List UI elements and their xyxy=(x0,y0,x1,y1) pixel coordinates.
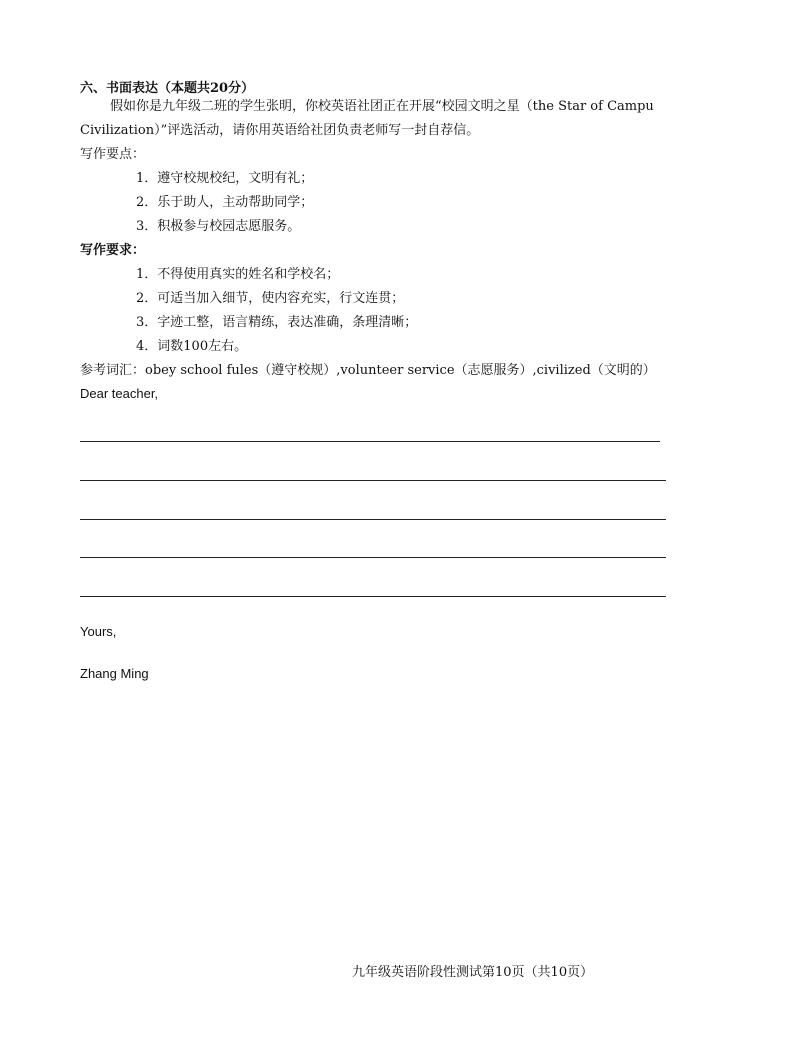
page-footer: 九年级英语阶段性测试第10页（共10页） xyxy=(352,965,594,980)
writing-points-heading: 写作要点： xyxy=(80,147,146,162)
writing-point-2: 2．乐于助人，主动帮助同学； xyxy=(136,195,314,210)
prompt-line-2: Civilization）”评选活动，请你用英语给社团负责老师写一封自荐信。 xyxy=(80,123,480,138)
writing-point-1: 1．遵守校规校纪，文明有礼； xyxy=(136,171,314,186)
writing-point-3: 3．积极参与校园志愿服务。 xyxy=(136,219,301,234)
writing-requirement-3: 3．字迹工整，语言精练，表达准确，条理清晰； xyxy=(136,315,418,330)
writing-requirement-4: 4．词数100左右。 xyxy=(136,339,248,354)
writing-requirement-1: 1．不得使用真实的姓名和学校名； xyxy=(136,267,340,282)
letter-signature: Zhang Ming xyxy=(80,666,149,681)
section-title: 六、书面表达（本题共20分） xyxy=(80,81,255,96)
answer-line-3 xyxy=(80,519,666,520)
letter-greeting: Dear teacher, xyxy=(80,386,159,401)
writing-requirements-heading: 写作要求： xyxy=(80,243,146,258)
letter-closing: Yours, xyxy=(80,624,117,639)
reference-vocabulary: 参考词汇：obey school fules（遵守校规）,volunteer service（志愿服务）,civilized（文明的） xyxy=(80,363,656,378)
answer-line-2 xyxy=(80,480,666,481)
prompt-line-1: 假如你是九年级二班的学生张明，你校英语社团正在开展“校园文明之星（the Star of Campu xyxy=(110,99,654,114)
answer-line-5 xyxy=(80,596,666,597)
answer-line-1 xyxy=(80,441,660,442)
writing-requirement-2: 2．可适当加入细节，使内容充实，行文连贯； xyxy=(136,291,405,306)
answer-line-4 xyxy=(80,557,666,558)
